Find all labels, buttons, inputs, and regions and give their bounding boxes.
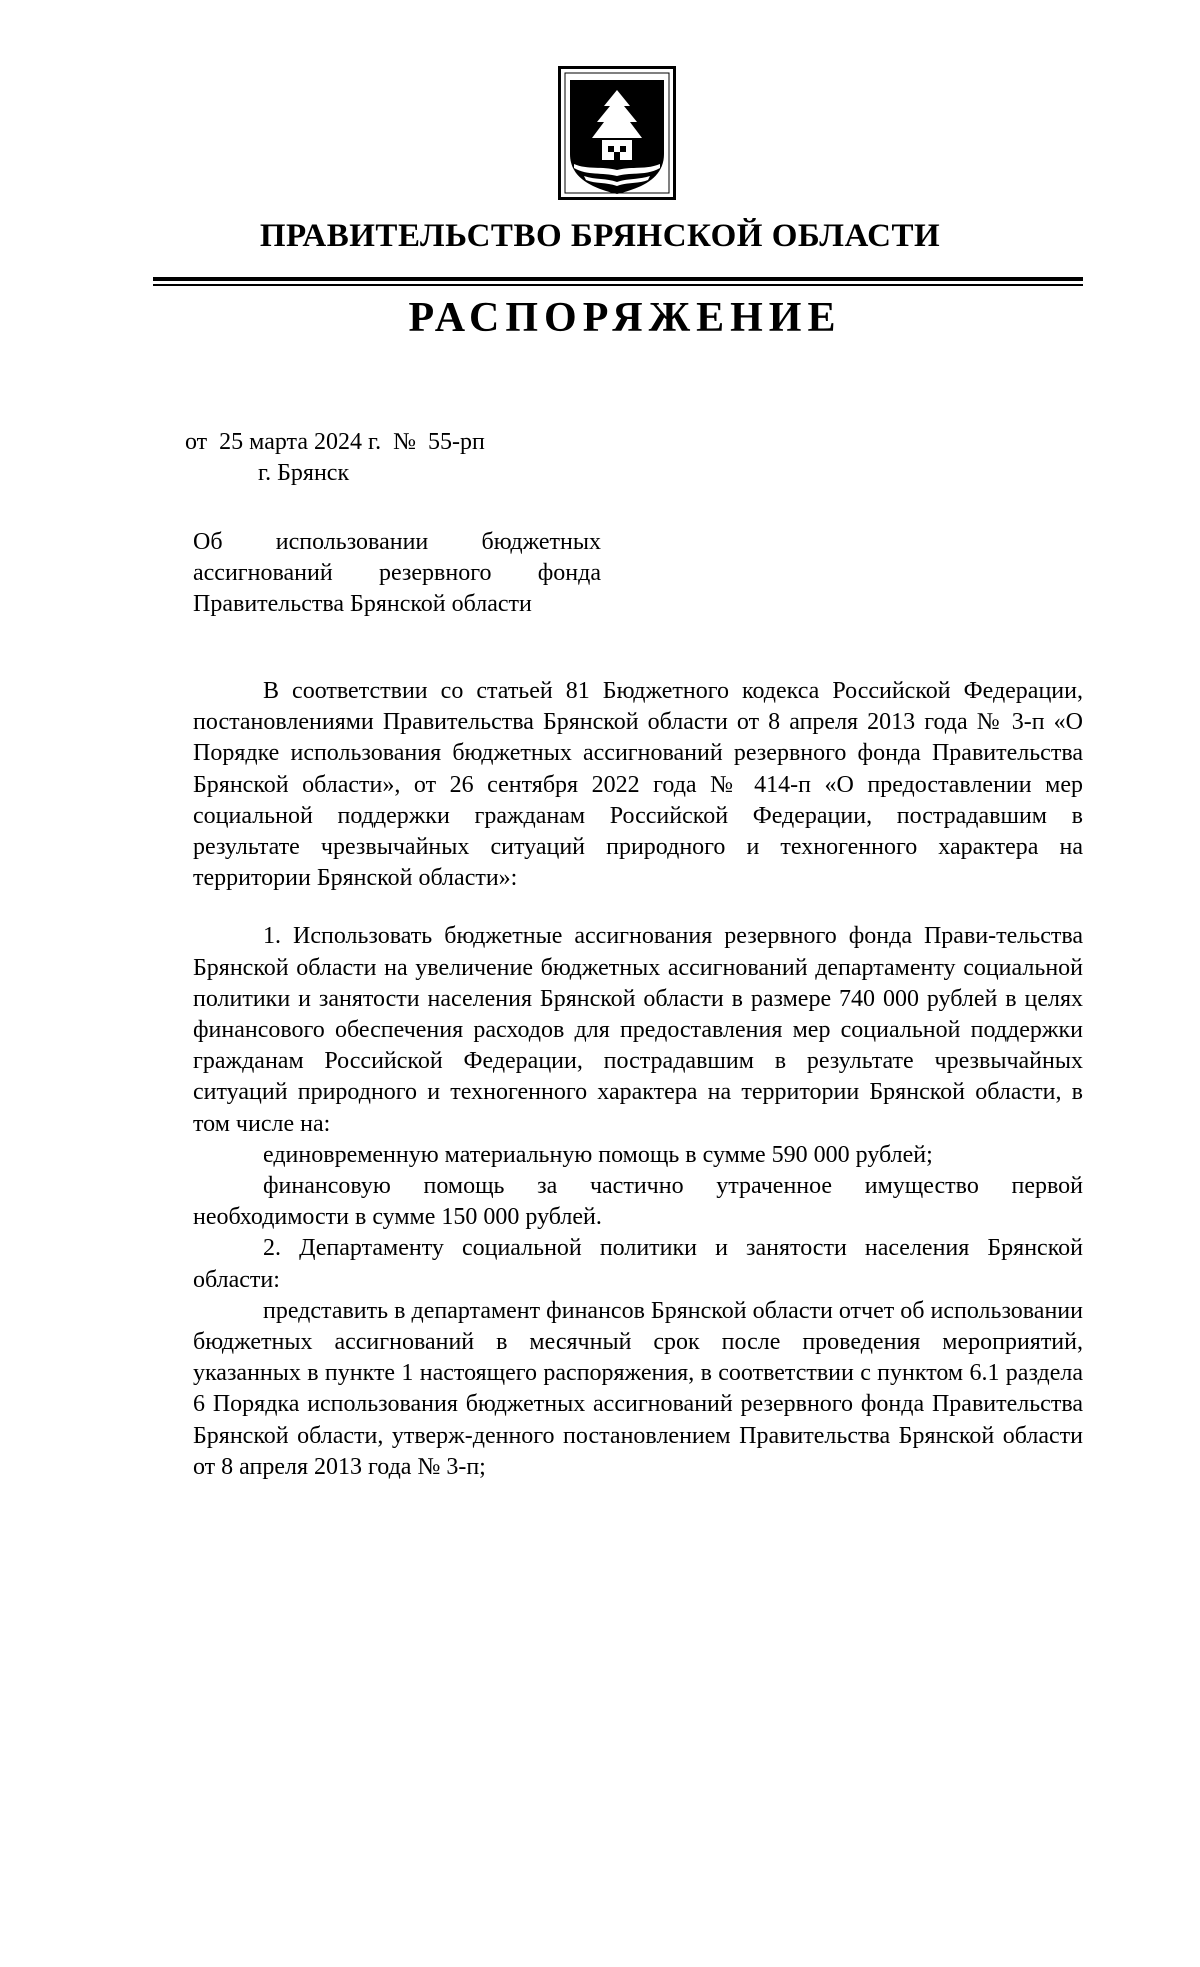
item-1-subparagraph-a: единовременную материальную помощь в сумме 590 000 рублей; xyxy=(263,1141,933,1168)
document-date-number: от 25 марта 2024 г. № 55-рп xyxy=(185,429,485,455)
item-2-paragraph: 2. Департаменту социальной политики и занятости населения Брянской области: xyxy=(193,1235,1083,1293)
document-title: РАСПОРЯЖЕНИЕ xyxy=(408,295,842,341)
preamble-paragraph: В соответствии со статьей 81 Бюджетного кодекса Российской Федерации, постановлениями Правительства Брянской области от 8 апреля 2013 года № 3-п «О Порядке использования бюджетных ассигнований резервного фонда Правительства Брянской области», от 26 сентября 2022 года № 414-п «О предоставлении мер социальной поддержки гражданам Российской Федерации, пострадавшим в результате чрезвычайных ситуаций природного и техногенного характера на территории Брянской области»: xyxy=(193,678,1083,892)
header-divider-thin xyxy=(153,284,1083,286)
document-body xyxy=(193,676,1083,1483)
header-divider-thick xyxy=(153,277,1083,281)
coat-of-arms-icon xyxy=(558,66,676,200)
subject-line: ассигнований резервного фонда xyxy=(193,560,601,586)
item-2-subparagraph-a: представить в департамент финансов Брянской области отчет об использовании бюджетных ассигнований в месячный срок после проведения мероприятий, указанных в пункте 1 настоящего распоряжения, в соответствии с пунктом 6.1 раздела 6 Порядка использования бюджетных ассигнований резервного фонда Правительства Брянской области, утверж-денного постановлением Правительства Брянской области от 8 апреля 2013 года № 3-п; xyxy=(193,1297,1083,1480)
subject-line: Об использовании бюджетных xyxy=(193,529,601,555)
item-1-paragraph: 1. Использовать бюджетные ассигнования резервного фонда Прави-тельства Брянской области на увеличение бюджетных ассигнований департаменту социальной политики и занятости населения Брянской области в размере 740 000 рублей в целях финансового обеспечения расходов для предоставления мер социальной поддержки гражданам Российской Федерации, пострадавшим в результате чрезвычайных ситуаций природного и техногенного характера на территории Брянской области, в том числе на: xyxy=(193,923,1083,1137)
document-subject xyxy=(193,527,601,620)
item-1-subparagraph-b: финансовую помощь за частично утраченное имущество первой необходимости в сумме 150 000 рублей. xyxy=(193,1173,1083,1231)
organization-name: ПРАВИТЕЛЬСТВО БРЯНСКОЙ ОБЛАСТИ xyxy=(259,218,941,254)
document-city: г. Брянск xyxy=(258,460,350,486)
subject-line: Правительства Брянской области xyxy=(193,591,532,617)
